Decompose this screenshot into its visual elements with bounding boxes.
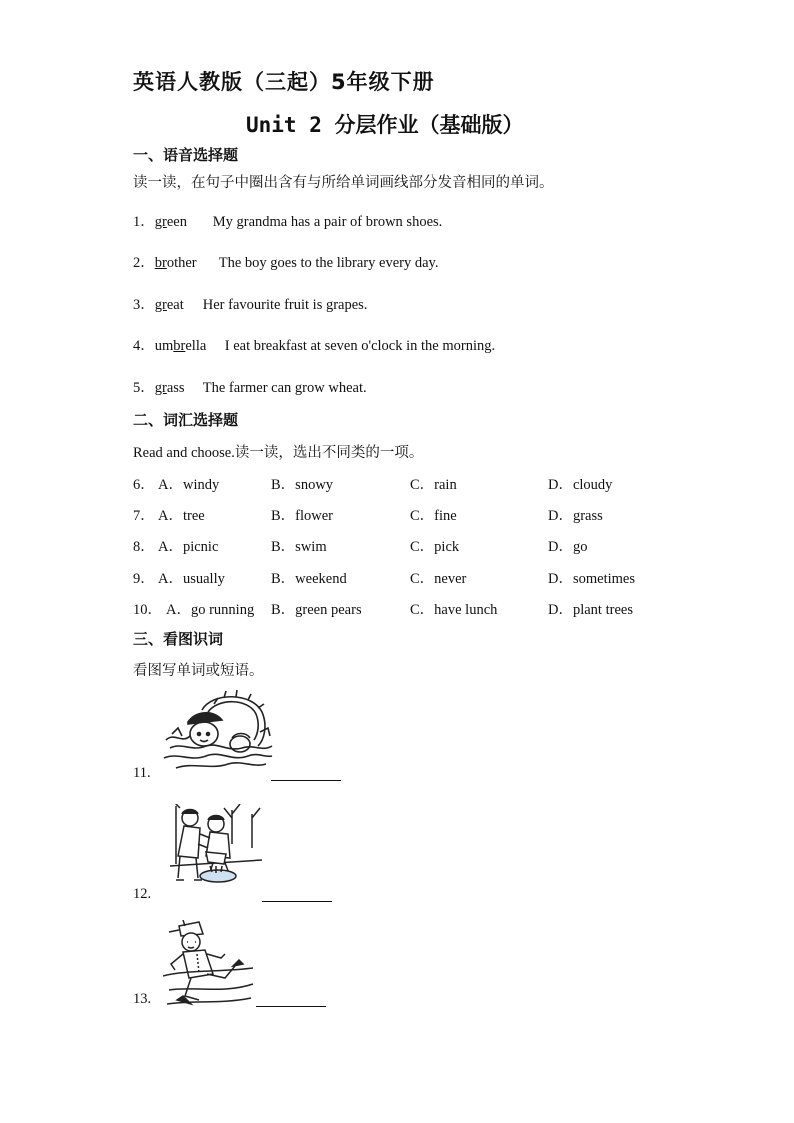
question-sentence: The boy goes to the library every day. (218, 255, 439, 271)
question-number: 11. (133, 765, 151, 781)
option-a: A．usually (158, 571, 225, 587)
question-sentence: I eat breakfast at seven o'clock in the morning. (224, 338, 496, 354)
option-b: B．flower (271, 508, 334, 524)
section2-instruction: Read and choose.读一读，选出不同类的一项。 (133, 445, 424, 461)
option-d: D．sometimes (548, 571, 635, 587)
question-sentence: My grandma has a pair of brown shoes. (212, 214, 443, 230)
option-b: B．snowy (271, 477, 334, 493)
section1-heading: 一、语音选择题 (133, 146, 239, 164)
option-b: B．swim (271, 539, 327, 555)
option-c: C．fine (410, 508, 457, 524)
section3-heading: 三、看图识词 (133, 630, 224, 648)
option-c: C．pick (410, 539, 460, 555)
question-number: 9． (133, 571, 155, 587)
question-number: 12. (133, 886, 152, 902)
target-word: grass (154, 380, 185, 396)
section3-instruction: 看图写单词或短语。 (133, 663, 264, 679)
question-number: 8． (133, 539, 155, 555)
option-b: B．green pears (271, 602, 362, 618)
question-number: 3． (133, 297, 155, 313)
question-number: 2． (133, 255, 155, 271)
question-number: 6． (133, 477, 155, 493)
option-a: A．windy (158, 477, 220, 493)
option-d: D．plant trees (548, 602, 633, 618)
option-c: C．have lunch (410, 602, 498, 618)
document-subtitle: Unit 2 分层作业（基础版） (246, 113, 524, 137)
phonics-question (133, 210, 442, 231)
phonics-question (133, 251, 438, 272)
answer-blank[interactable] (262, 901, 332, 902)
phonics-question (133, 293, 367, 314)
target-word: great (154, 297, 184, 313)
option-c: C．rain (410, 477, 457, 493)
phonics-question (133, 376, 367, 397)
option-d: D．grass (548, 508, 603, 524)
option-a: A．tree (158, 508, 205, 524)
option-d: D．go (548, 539, 588, 555)
answer-blank[interactable] (271, 780, 341, 781)
question-number: 10． (133, 602, 162, 618)
question-number: 13. (133, 991, 152, 1007)
option-b: B．weekend (271, 571, 347, 587)
option-c: C．never (410, 571, 467, 587)
question-number: 1． (133, 214, 155, 230)
question-number: 5． (133, 380, 155, 396)
phonics-question (133, 334, 495, 355)
running-picture (163, 920, 257, 1008)
section1-instruction: 读一读，在句子中圈出含有与所给单词画线部分发音相同的单词。 (133, 175, 554, 191)
option-d: D．cloudy (548, 477, 613, 493)
option-a: A．go running (166, 602, 255, 618)
target-word: umbrella (154, 338, 207, 354)
question-sentence: The farmer can grow wheat. (202, 380, 367, 396)
answer-blank[interactable] (256, 1006, 326, 1007)
swimming-picture (162, 688, 274, 774)
question-number: 4． (133, 338, 155, 354)
question-number: 7． (133, 508, 155, 524)
section2-heading: 二、词汇选择题 (133, 411, 239, 429)
option-a: A．picnic (158, 539, 219, 555)
target-word: green (154, 214, 187, 230)
watering-trees-picture (170, 804, 262, 886)
question-sentence: Her favourite fruit is grapes. (202, 297, 368, 313)
document-title: 英语人教版（三起）5年级下册 (133, 70, 435, 94)
target-word: brother (154, 255, 197, 271)
